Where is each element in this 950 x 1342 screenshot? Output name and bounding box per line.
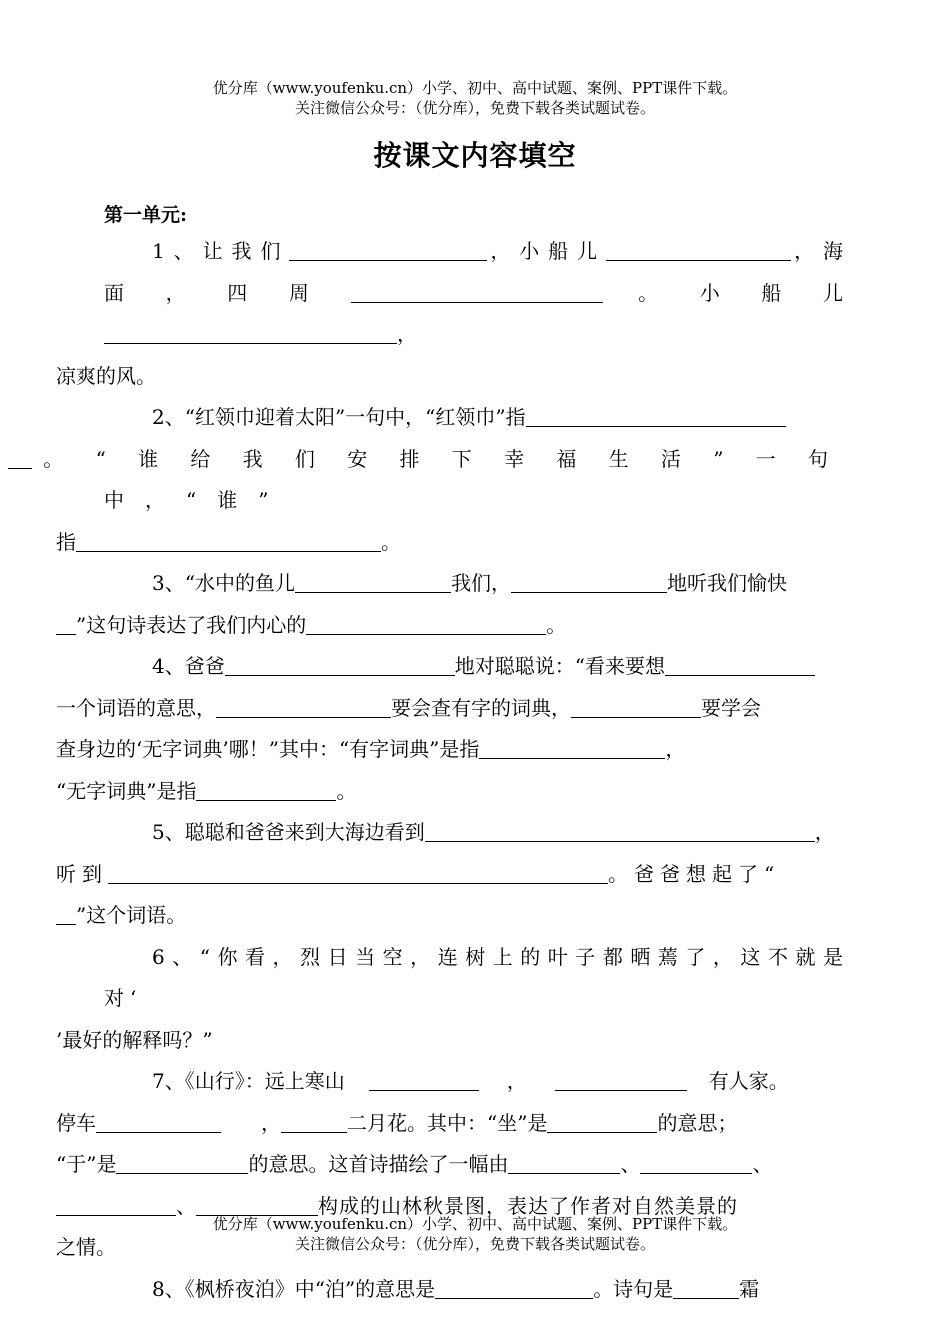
answer-blank[interactable] [508, 1152, 620, 1174]
answer-blank[interactable] [56, 613, 76, 635]
answer-blank[interactable] [369, 1069, 479, 1091]
answer-blank[interactable] [76, 530, 381, 552]
answer-blank[interactable] [295, 571, 451, 593]
answer-blank[interactable] [673, 1277, 739, 1299]
answer-blank[interactable] [555, 1069, 687, 1091]
question-4: 4、爸爸 地对聪聪说：“看来要想 一个词语的意思， 要会查有字的词典， 要学会 查身边的‘无字词典’哪！”其中：“有字词典”是指 ， “无字词典”是指 。 [104, 646, 849, 812]
answer-blank[interactable] [96, 1111, 221, 1133]
answer-blank[interactable] [306, 613, 546, 635]
question-1: 1、让我们 ，小船儿 ，海面，四周 。小船儿， 凉爽的风。 [56, 239, 850, 388]
header-line-1: 优分库（www.youfenku.cn）小学、初中、高中试题、案例、PPT课件下载。 [212, 79, 738, 97]
question-8: 8、《枫桥夜泊》中“泊”的意思是 。诗句是 霜 [152, 1276, 760, 1301]
header-line-2: 关注微信公众号：（优分库），免费下载各类试题试卷。 [294, 99, 655, 117]
footer-line-2: 关注微信公众号：（优分库），免费下载各类试题试卷。 [294, 1235, 655, 1253]
answer-blank[interactable] [606, 239, 791, 261]
answer-blank[interactable] [8, 447, 32, 469]
answer-blank[interactable] [526, 405, 786, 427]
answer-blank[interactable] [571, 696, 701, 718]
answer-blank[interactable] [196, 779, 336, 801]
answer-blank[interactable] [665, 654, 815, 676]
answer-blank[interactable] [547, 1111, 657, 1133]
question-7: 7、《山行》：远上寒山 ， 有人家。 停车 ， 二月花。其中：“坐”是 的意思； “于”是 的意思。这首诗描绘了一幅由 、 、 、 构成的山林秋景图，表达了作者对自然美景的 之情。 [56, 1069, 789, 1259]
footer-line-1: 优分库（www.youfenku.cn）小学、初中、高中试题、案例、PPT课件下载。 [212, 1215, 738, 1233]
answer-blank[interactable] [281, 1111, 347, 1133]
answer-blank[interactable] [511, 571, 667, 593]
question-3: 3、“水中的鱼儿 我们， 地听我们愉快 ”这句诗表达了我们内心的 。 [104, 563, 849, 646]
answer-blank[interactable] [216, 696, 391, 718]
section-heading: 第一单元: [104, 204, 188, 226]
answer-blank[interactable] [640, 1152, 752, 1174]
answer-blank[interactable] [435, 1277, 593, 1299]
page-title: 按课文内容填空 [373, 139, 577, 172]
answer-blank[interactable] [479, 737, 665, 759]
answer-blank[interactable] [425, 820, 815, 842]
exercise-body [32, 231, 850, 1310]
answer-blank[interactable] [108, 862, 608, 884]
answer-blank[interactable] [225, 654, 455, 676]
answer-blank[interactable] [116, 1152, 248, 1174]
answer-blank[interactable] [56, 1194, 176, 1216]
answer-blank[interactable] [351, 281, 603, 303]
answer-blank[interactable] [56, 903, 76, 925]
question-5: 5、聪聪和爸爸来到大海边看到 ， 听到 。爸爸想起了“ ”这个词语。 [56, 820, 835, 927]
answer-blank[interactable] [196, 1194, 318, 1216]
answer-blank[interactable] [289, 239, 487, 261]
question-6: 6、“你看，烈日当空，连树上的叶子都晒蔫了，这不就是对‘ ’最好的解释吗？” [56, 944, 849, 1052]
question-2: 2、“红领巾迎着太阳”一句中，“红领巾”指 。“谁给我们安排下幸福生活”一句中，“谁” 指 。 [104, 397, 849, 563]
answer-blank[interactable] [104, 322, 397, 344]
